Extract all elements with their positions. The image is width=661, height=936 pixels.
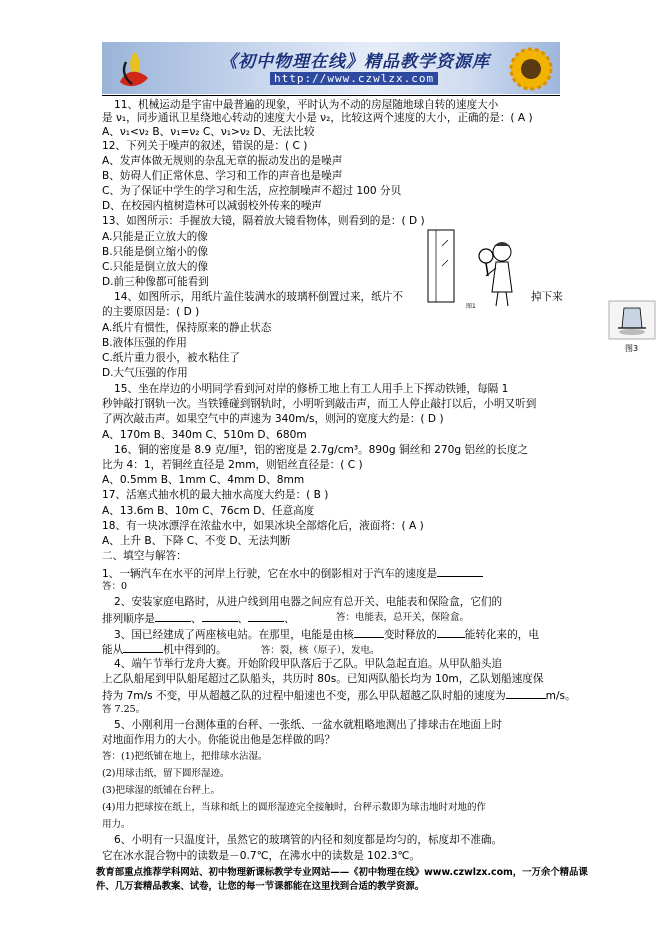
header-banner xyxy=(102,42,560,94)
text-line: 是 ν₁，同步通讯卫星绕地心转动的速度大小是 ν₂，比较这两个速度的大小，正确的是：( A ) xyxy=(102,112,533,124)
answer-blank xyxy=(354,627,384,638)
text-line: 11、机械运动是宇宙中最普遍的现象，平时认为不动的房屋随地球自转的速度大小 xyxy=(114,99,499,111)
text-line: 能从 机中得到的。 答：裂，核（原子），发电。 xyxy=(102,644,380,656)
magnifier-figure xyxy=(424,226,524,308)
figure-caption: 图3 xyxy=(625,344,639,353)
text-line: 掉下来 xyxy=(531,291,563,303)
text-line: 了两次敲击声。如果空气中的声速为 340m/s，则河的宽度大约是：( D ) xyxy=(102,413,444,425)
text-line: A、0.5mm B、1mm C、4mm D、8mm xyxy=(102,474,305,486)
answer-line: 用力。 xyxy=(102,819,131,830)
text-line: C、为了保证中学生的学习和生活，应控制噪声不超过 100 分贝 xyxy=(102,185,402,197)
text-line: 5、小刚利用一台测体重的台秤、一张纸、一盆水就粗略地测出了排球击在地面上时 xyxy=(114,719,503,731)
text-line: 3、国已经建成了两座核电站。在那里，电能是由核 变时释放的 能转化来的，电 xyxy=(114,629,539,641)
header-title: 《初中物理在线》精品教学资源库 xyxy=(220,52,490,72)
answer-blank xyxy=(248,611,284,622)
footer-line: 教育部重点推荐学科网站、初中物理新课标教学专业网站——《初中物理在线》www.czwlzx.com，一万余个精品课 xyxy=(96,867,588,878)
text-line: D.前三种像都可能看到 xyxy=(102,276,209,288)
answer-line: (2)用球击纸，留下圆形湿迹。 xyxy=(102,768,230,779)
inverted-cup-figure xyxy=(608,300,656,340)
text-line: D、在校园内植树造林可以减弱校外传来的噪声 xyxy=(102,200,323,212)
text-line: C.只能是倒立放大的像 xyxy=(102,261,209,273)
sunflower-icon xyxy=(508,46,554,92)
text-line: 4、端午节举行龙舟大赛。开始阶段甲队落后于乙队。甲队急起直追。从甲队船头追 xyxy=(114,658,503,670)
text-line: B.液体压强的作用 xyxy=(102,337,187,349)
header-url: http://www.czwlzx.com xyxy=(270,72,438,85)
answer-blank xyxy=(506,688,546,699)
answer-line: (4)用力把球按在纸上，当球和纸上的圆形湿迹完全接触时，台秤示数即为球击地时对地的作 xyxy=(102,802,486,813)
answer-line: (3)把球湿的纸铺在台秤上。 xyxy=(102,785,220,796)
answer-line: 答 7.25。 xyxy=(102,704,146,715)
text-line: B、妨碍人们正常休息、学习和工作的声音也是噪声 xyxy=(102,170,343,182)
text-line: C.纸片重力很小，被水粘住了 xyxy=(102,352,240,364)
text-line: A、ν₁<ν₂ B、ν₁=ν₂ C、ν₁>ν₂ D、无法比较 xyxy=(102,126,315,138)
text-line: 17、活塞式抽水机的最大抽水高度大约是：( B ) xyxy=(102,489,329,501)
text-line: A.纸片有惯性，保持原来的静止状态 xyxy=(102,322,272,334)
text-line: 上乙队船尾到甲队船尾超过乙队船头，共历时 80s。已知两队船长均为 10m，乙队划船速度保 xyxy=(102,673,544,685)
text-line: A、发声体做无规则的杂乱无章的振动发出的是噪声 xyxy=(102,155,343,167)
answer-line: 答：(1)把纸铺在地上，把排球水沾湿。 xyxy=(102,751,268,762)
text-line: 14、如图所示，用纸片盖住装满水的玻璃杯倒置过来，纸片不 xyxy=(114,291,403,303)
text-line: A、上升 B、下降 C、不变 D、无法判断 xyxy=(102,535,291,547)
text-line: 它在冰水混合物中的读数是－0.7℃，在沸水中的读数是 102.3℃。 xyxy=(102,850,420,862)
text-line: A、170m B、340m C、510m D、680m xyxy=(102,429,307,441)
text-line: 对地面作用力的大小。你能说出他是怎样做的吗？ xyxy=(102,734,336,746)
text-line: 13、如图所示：手握放大镜，隔着放大镜看物体，则看到的是：( D ) xyxy=(102,215,425,227)
text-line: 2、安装家庭电路时，从进户线到用电器之间应有总开关、电能表和保险盒，它们的 xyxy=(114,596,503,608)
answer-blank xyxy=(155,611,191,622)
text-line: B.只能是倒立缩小的像 xyxy=(102,246,208,258)
text-line: 的主要原因是：( D ) xyxy=(102,306,200,318)
text-line: 15、坐在岸边的小明同学看到河对岸的修桥工地上有工人用手上下挥动铁锤，每隔 1 xyxy=(114,383,509,395)
text-line: 6、小明有一只温度计，虽然它的玻璃管的内径和刻度都是均匀的，标度却不准确。 xyxy=(114,834,503,846)
text-line: A.只能是正立放大的像 xyxy=(102,231,208,243)
text-line: 持为 7m/s 不变，甲从超越乙队的过程中船速也不变，那么甲队超越乙队时船的速度为 m/s。 xyxy=(102,690,576,702)
text-line: 排列顺序是 、 、 、 xyxy=(102,613,295,625)
text-line: 比为 4：1，若铜丝直径是 2mm，则铝丝直径是：( C ) xyxy=(102,459,363,471)
figure-caption: 图1 xyxy=(466,303,476,310)
footer-line: 件、几万套精品教案、试卷，让您的每一节课都能在这里找到合适的教学资源。 xyxy=(96,881,425,892)
answer-blank xyxy=(202,611,238,622)
text-line: D.大气压强的作用 xyxy=(102,367,188,379)
answer-blank xyxy=(437,566,483,577)
site-logo-icon xyxy=(112,48,156,90)
text-line: 16、铜的密度是 8.9 克/厘³，铝的密度是 2.7g/cm³。890g 铜丝和 270g 铝丝的长度之 xyxy=(114,444,529,456)
text-line: A、13.6m B、10m C、76cm D、任意高度 xyxy=(102,505,315,517)
answer-blank xyxy=(437,627,465,638)
header-rule xyxy=(102,95,560,96)
text-line: 秒钟敲打钢轨一次。当铁锤碰到钢轨时，小明听到敲击声，而工人停止敲打以后，小明又听到 xyxy=(102,398,537,410)
answer-blank xyxy=(123,642,163,653)
section-heading: 二、填空与解答： xyxy=(102,550,187,562)
text-line: 12、下列关于噪声的叙述，错误的是：( C ) xyxy=(102,140,308,152)
text-line: 18、有一块冰漂浮在浓盐水中，如果冰块全部熔化后，液面将：( A ) xyxy=(102,520,424,532)
text-line: 1、一辆汽车在水平的河岸上行驶，它在水中的倒影相对于汽车的速度是 xyxy=(102,566,483,581)
answer-line: 答：0 xyxy=(102,581,128,592)
answer-line: 答：电能表，总开关，保险盒。 xyxy=(336,612,470,623)
